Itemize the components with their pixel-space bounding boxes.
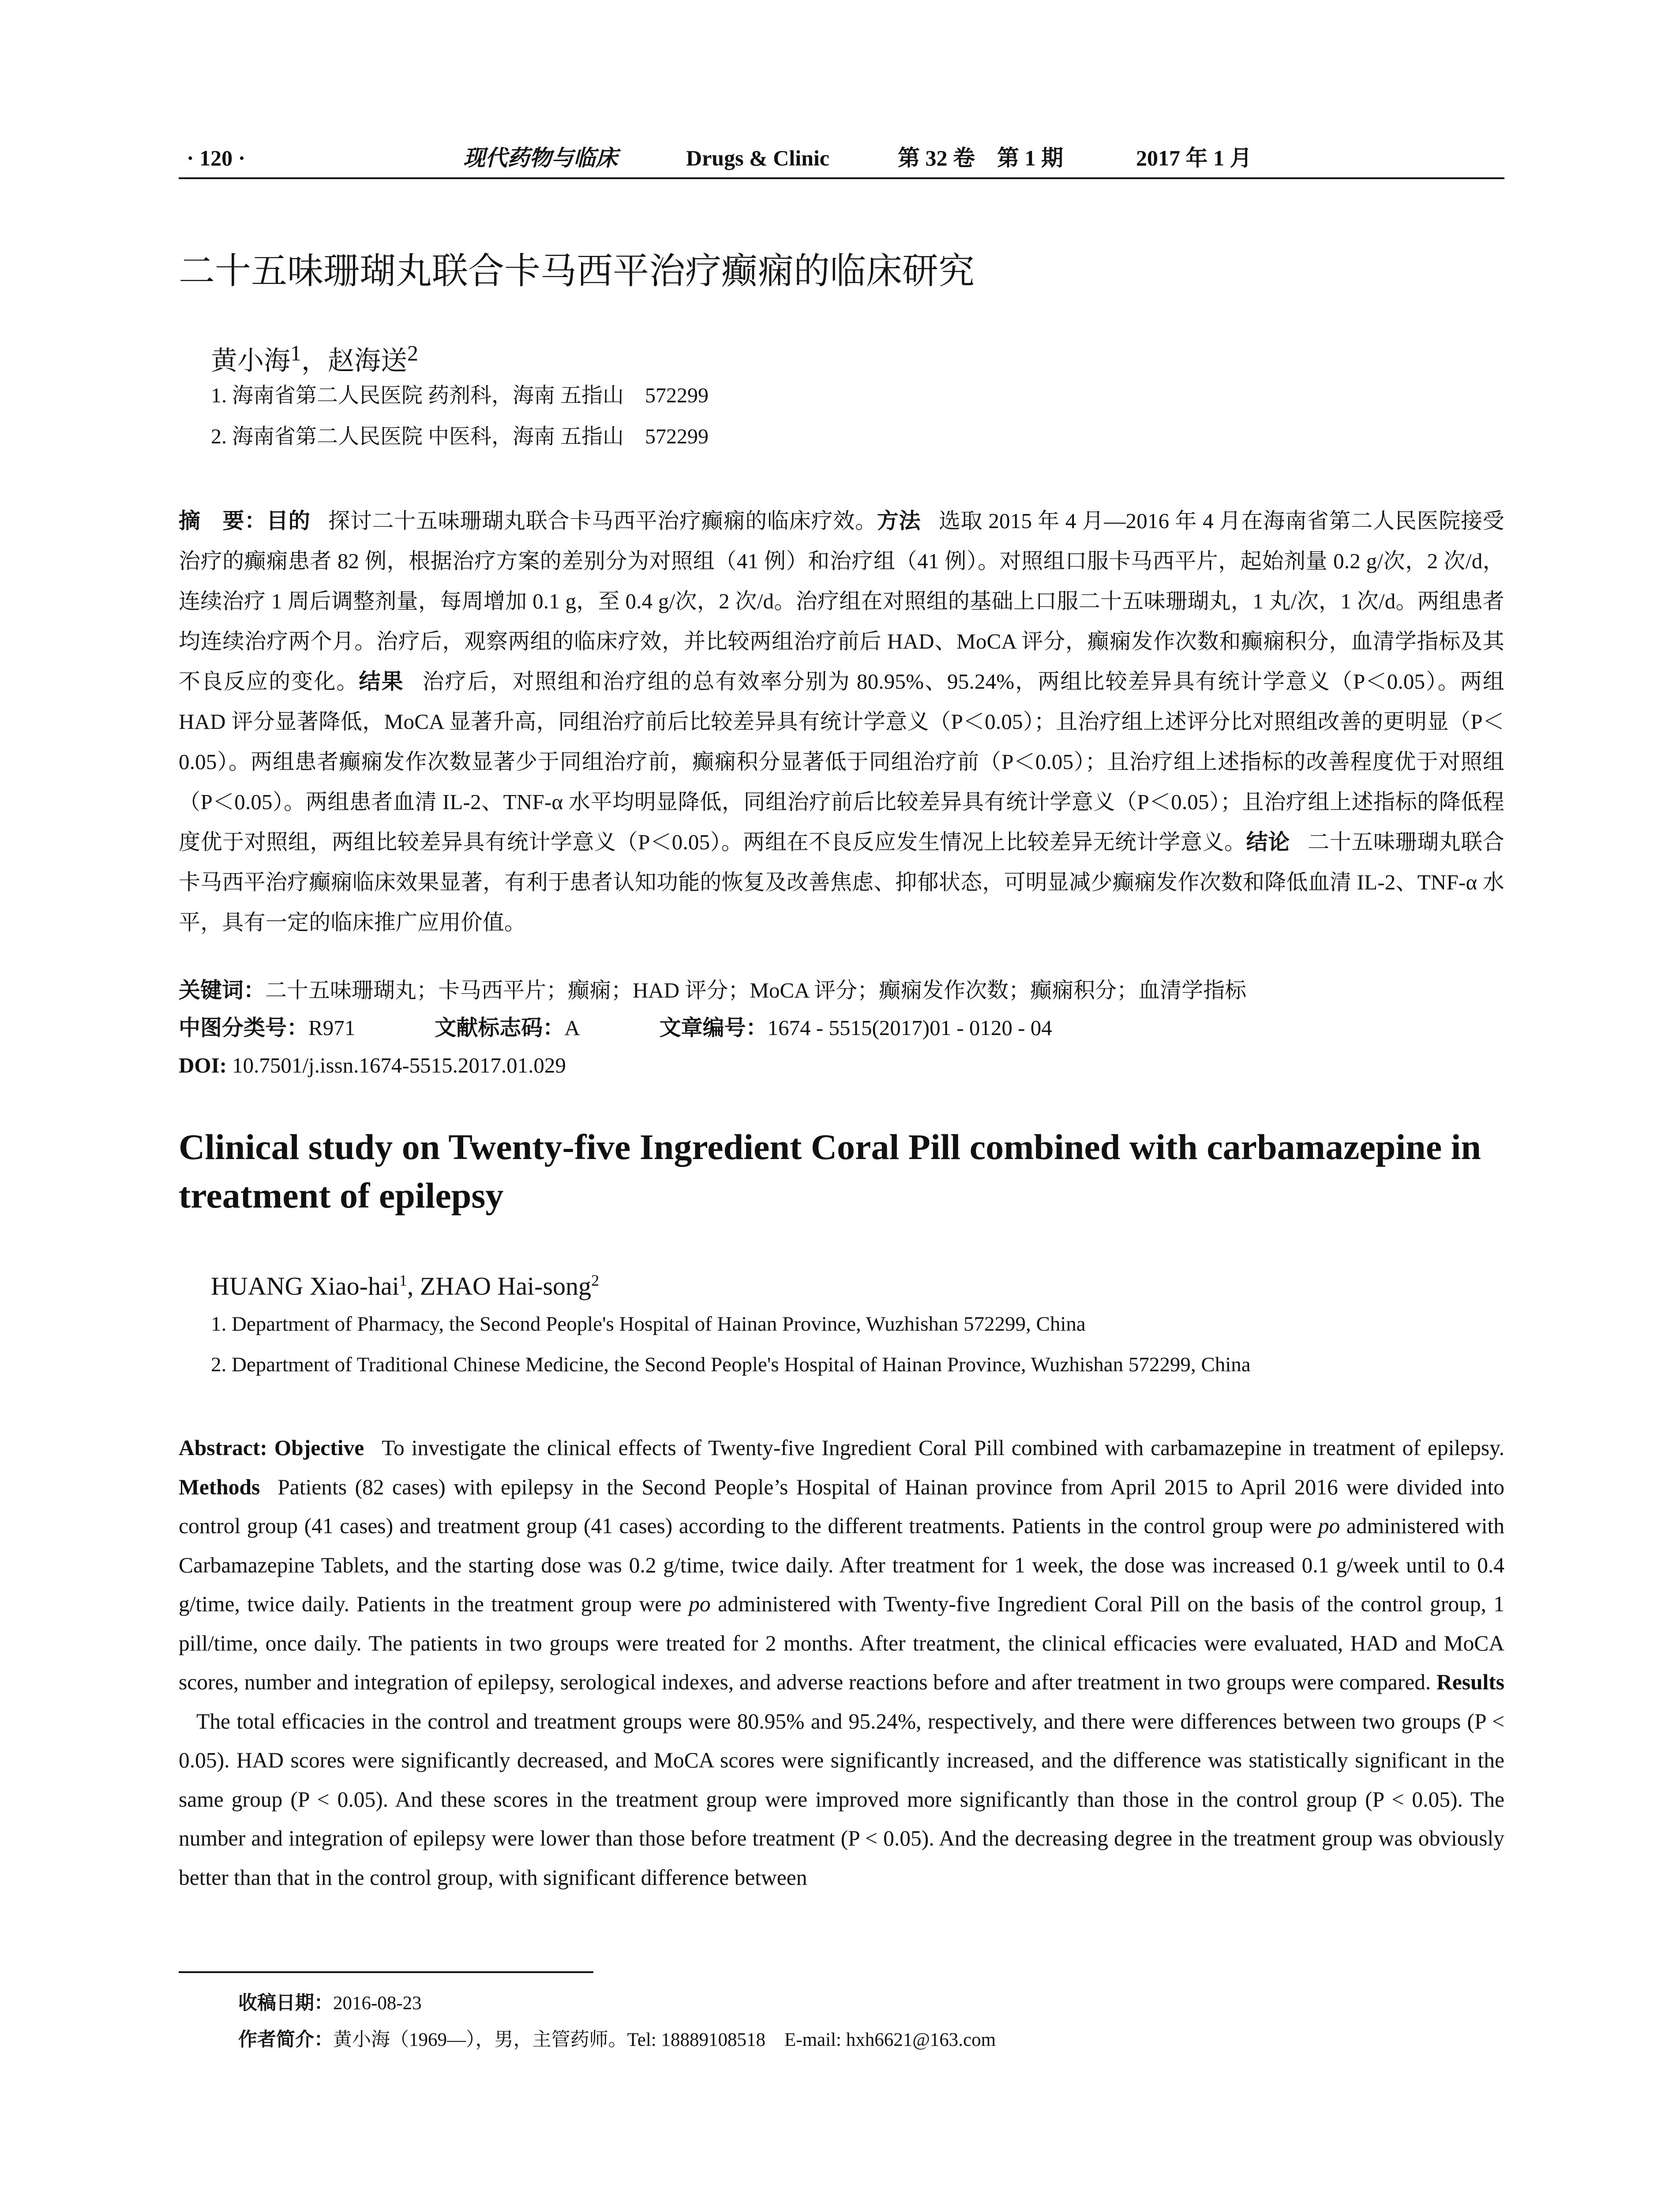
en-methods-text-c: administered with Twenty-five Ingredient Coral Pill on the basis of the control group, 1 pill/time, once daily. The patients in two groups were treated for 2 months. After treatment, the clinical efficacies were evaluated, HAD and MoCA scores, number and integration of epilepsy, serological indexes, and adverse reactions before and after treatment in two groups were compared. [179,1592,1505,1694]
en-author-2: ZHAO Hai-song [420,1272,592,1301]
cn-results-text: 治疗后，对照组和治疗组的总有效率分别为 80.95%、95.24%，两组比较差异具有统计学意义（P＜0.05）。两组 HAD 评分显著降低，MoCA 显著升高，同组治疗前后比较差异具有统计学意义（P＜0.05）；且治疗组上述评分比对照组改善的更明显（P＜0.05）。两组患者癫痫发作次数显著少于同组治疗前，癫痫积分显著低于同组治疗前（P＜0.05）；且治疗组上述指标的改善程度优于对照组（P＜0.05）。两组患者血清 IL-2、TNF-α 水平均明显降低，同组治疗前后比较差异具有统计学意义（P＜0.05）；且治疗组上述指标的降低程度优于对照组，两组比较差异具有统计学意义（P＜0.05）。两组在不良反应发生情况上比较差异无统计学意义。 [179,669,1504,854]
en-affiliation-1: 1. Department of Pharmacy, the Second People's Hospital of Hainan Province, Wuzhishan 572299, China [211,1313,1086,1336]
cn-author-1: 黄小海 [211,346,290,375]
en-abstract [179,1429,1504,1897]
cn-methods-text: 选取 2015 年 4 月—2016 年 4 月在海南省第二人民医院接受治疗的癫痫患者 82 例，根据治疗方案的差别分为对照组（41 例）和治疗组（41 例）。对照组口服卡马西平片，起始剂量 0.2 g/次，2 次/d，连续治疗 1 周后调整剂量，每周增加 0.1 g，至 0.4 g/次，2 次/d。治疗组在对照组的基础上口服二十五味珊瑚丸，1 丸/次，1 次/d。两组患者均连续治疗两个月。治疗后，观察两组的临床疗效，并比较两组治疗前后 HAD、MoCA 评分，癫痫发作次数和癫痫积分，血清学指标及其不良反应的变化。 [179,509,1504,694]
cn-keywords-text: 二十五味珊瑚丸；卡马西平片；癫痫；HAD 评分；MoCA 评分；癫痫发作次数；癫痫积分；血清学指标 [265,978,1247,1002]
article-no-label: 文章编号： [659,1015,768,1040]
cn-conclusion-label: 结论 [1246,829,1290,855]
en-results-text: The total efficacies in the control and treatment groups were 80.95% and 95.24%, respectively, and there were differences between two groups (P < 0.05). HAD scores were significantly decreased, and MoCA scores were significantly increased, and the difference was statistically significant in the same group (P < 0.05). And these scores in the treatment group were improved more significantly than those in the control group (P < 0.05). The number and integration of epilepsy were lower than those before treatment (P < 0.05). And the decreasing degree in the treatment group was obviously better than that in the control group, with significant difference between [179,1709,1504,1890]
en-methods-label: Methods [179,1474,260,1499]
doi-line [179,1048,566,1083]
author-info-label: 作者简介： [238,2029,333,2051]
en-po-abbrev: po [1318,1514,1340,1538]
doc-code-label: 文献标志码： [435,1015,565,1040]
running-header [179,140,1504,176]
footnote-author-info [238,2024,996,2056]
cn-results-label: 结果 [359,669,404,694]
journal-name-en: Drugs & Clinic [686,146,829,170]
doi-label: DOI: [179,1053,227,1077]
en-affiliation-2: 2. Department of Traditional Chinese Medicine, the Second People's Hospital of Hainan Province, Wuzhishan 572299, China [211,1353,1251,1376]
received-label: 收稿日期： [238,1992,333,2014]
journal-name-cn: 现代药物与临床 [463,146,618,170]
issue-date: 2017 年 1 月 [1136,146,1252,170]
clc-label: 中图分类号： [179,1015,309,1040]
en-author-1: HUANG Xiao-hai [211,1272,399,1301]
en-article-title: Clinical study on Twenty-five Ingredient Coral Pill combined with carbamazepine in treatment of epilepsy [179,1127,1481,1216]
cn-classification-line [179,1010,1132,1046]
en-methods-text-a: Patients (82 cases) with epilepsy in the Second People’s Hospital of Hainan province from April 2015 to April 2016 were divided into control group (41 cases) and treatment group (41 cases) according to the different treatments. Patients in the control group were [179,1474,1504,1538]
footnote-received [238,1988,422,2019]
cn-affiliation-1: 1. 海南省第二人民医院 药剂科，海南 五指山 572299 [211,384,709,407]
cn-conclusion-text: 二十五味珊瑚丸联合卡马西平治疗癫痫临床效果显著，有利于患者认知功能的恢复及改善焦虑、抑郁状态，可明显减少癫痫发作次数和降低血清 IL-2、TNF-α 水平，具有一定的临床推广应用价值。 [179,830,1504,934]
cn-abstract [179,501,1504,942]
doc-code-value: A [564,1016,580,1040]
en-po-abbrev-2: po [689,1592,711,1616]
received-date: 2016-08-23 [333,1993,422,2014]
cn-author-2: 赵海送 [328,346,407,375]
article-no-value: 1674 - 5515(2017)01 - 0120 - 04 [767,1016,1052,1040]
cn-affiliation-2: 2. 海南省第二人民医院 中医科，海南 五指山 572299 [211,425,709,448]
cn-authors [211,335,418,379]
cn-objective-text: 探讨二十五味珊瑚丸联合卡马西平治疗癫痫的临床疗效。 [328,509,877,533]
en-methods-text-b: administered with Carbamazepine Tablets, and the starting dose was 0.2 g/time, twice daily. After treatment for 1 week, the dose was increased 0.1 g/week until to 0.4 g/time, twice daily. Patients in the treatment group were [179,1514,1505,1616]
volume-issue: 第 32 卷 第 1 期 [898,146,1063,170]
header-rule [179,177,1504,179]
doi-link[interactable]: 10.7501/j.issn.1674-5515.2017.01.029 [232,1053,566,1077]
en-author-1-affil-mark: 1 [399,1272,407,1289]
en-author-2-affil-mark: 2 [591,1272,600,1289]
footnote-rule [179,1971,593,1973]
en-abstract-label: Abstract: [179,1436,267,1460]
en-objective-label: Objective [274,1436,364,1460]
cn-author-1-affil-mark: 1 [290,341,301,365]
cn-article-title: 二十五味珊瑚丸联合卡马西平治疗癫痫的临床研究 [179,250,975,292]
cn-keywords [179,973,1246,1008]
en-authors [211,1263,599,1304]
cn-objective-label: 目的 [266,508,311,533]
cn-methods-label: 方法 [877,508,921,533]
en-author-separator: , [407,1272,420,1301]
cn-author-separator: ， [301,346,328,375]
cn-abstract-label: 摘 要： [179,508,266,533]
cn-keywords-label: 关键词： [179,978,266,1003]
clc-value: R971 [308,1016,356,1040]
en-results-label: Results [1436,1670,1504,1694]
en-objective-text: To investigate the clinical effects of Twenty-five Ingredient Coral Pill combined with carbamazepine in treatment of epilepsy. [382,1436,1504,1460]
page-number: · 120 · [187,146,246,170]
cn-author-2-affil-mark: 2 [407,341,418,365]
author-info-text: 黄小海（1969—），男，主管药师。Tel: 18889108518 E-mail: hxh6621@163.com [333,2030,996,2050]
